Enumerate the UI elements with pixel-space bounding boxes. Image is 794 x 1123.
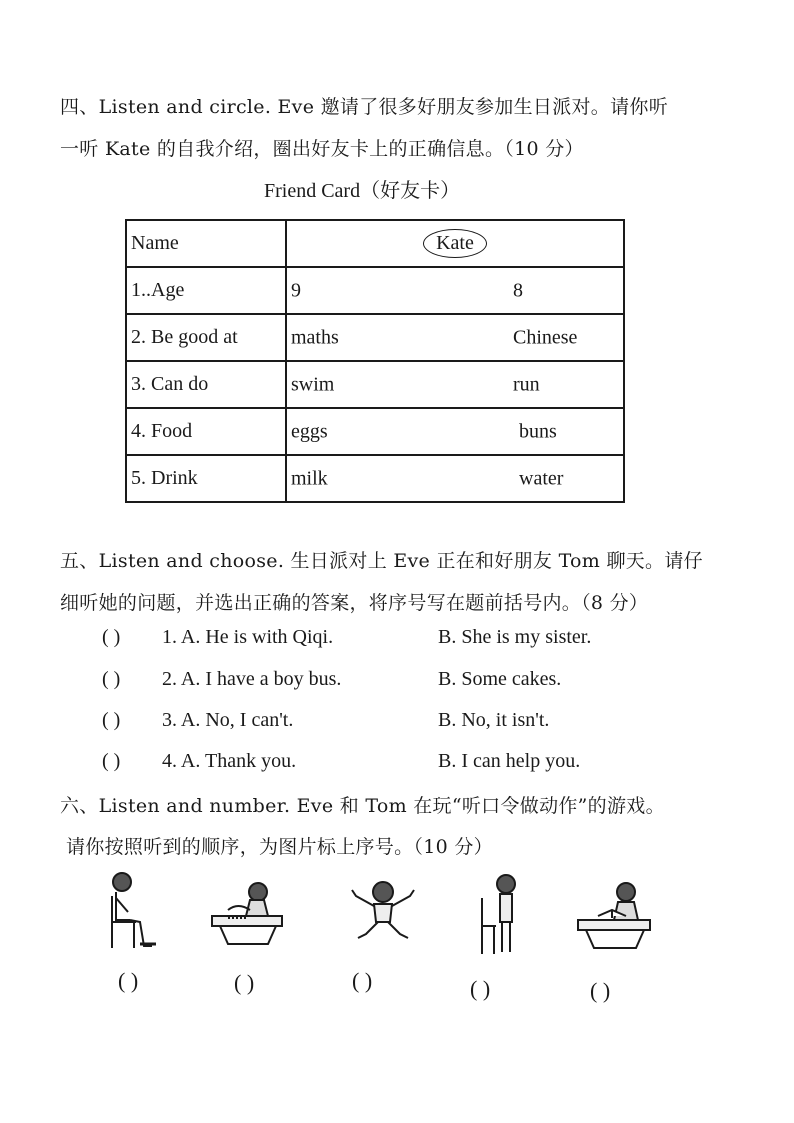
answer-paren[interactable]: ( ) <box>102 709 121 731</box>
section6-instruction-line2: 请你按照听到的顺序，为图片标上序号。（10 分） <box>66 836 493 858</box>
option-2[interactable]: 8 <box>513 279 523 301</box>
boy-at-desk-sleeping-icon <box>206 876 286 950</box>
row-label: 4. Food <box>126 408 286 455</box>
option-1[interactable]: swim <box>291 373 335 395</box>
picture-answer-paren[interactable]: ( ) <box>590 978 611 1003</box>
table-row <box>126 267 624 314</box>
picture-answer-paren[interactable]: ( ) <box>352 968 373 993</box>
row-label: 1..Age <box>126 267 286 314</box>
row-label: 5. Drink <box>126 455 286 502</box>
friend-card-title: Friend Card（好友卡） <box>264 180 461 202</box>
question-option-a: 2. A. I have a boy bus. <box>162 668 342 690</box>
option-1[interactable]: 9 <box>291 279 301 301</box>
question-option-b: B. She is my sister. <box>438 626 592 648</box>
friend-card-table <box>125 219 625 503</box>
option-2[interactable]: water <box>519 467 564 489</box>
answer-paren[interactable]: ( ) <box>102 668 121 690</box>
table-row <box>126 361 624 408</box>
section5-instruction-line2: 细听她的问题，并选出正确的答案，将序号写在题前括号内。（8 分） <box>60 592 649 614</box>
table-row <box>126 220 624 267</box>
section6-instruction-line1: 六、Listen and number. Eve 和 Tom 在玩“听口令做动作”的游戏。 <box>60 795 665 817</box>
answer-paren[interactable]: ( ) <box>102 750 121 772</box>
row-label: 2. Be good at <box>126 314 286 361</box>
option-1[interactable]: eggs <box>291 420 328 442</box>
section5-instruction-line1: 五、Listen and choose. 生日派对上 Eve 正在和好朋友 Tom 聊天。请仔 <box>60 550 703 572</box>
boy-standing-by-chair-icon <box>472 870 524 956</box>
table-row <box>126 314 624 361</box>
option-2[interactable]: run <box>513 373 540 395</box>
table-row <box>126 408 624 455</box>
picture-answer-paren[interactable]: ( ) <box>234 970 255 995</box>
name-value-circled: Kate <box>423 229 487 258</box>
answer-paren[interactable]: ( ) <box>102 626 121 648</box>
question-option-b: B. I can help you. <box>438 750 581 772</box>
option-1[interactable]: milk <box>291 467 328 489</box>
section4-instruction-line2: 一听 Kate 的自我介绍，圈出好友卡上的正确信息。（10 分） <box>60 138 584 160</box>
boy-jumping-icon <box>348 878 418 948</box>
question-option-a: 1. A. He is with Qiqi. <box>162 626 334 648</box>
question-option-a: 4. A. Thank you. <box>162 750 297 772</box>
table-row <box>126 455 624 502</box>
picture-answer-paren[interactable]: ( ) <box>470 976 491 1001</box>
question-option-b: B. Some cakes. <box>438 668 562 690</box>
question-option-b: B. No, it isn't. <box>438 709 550 731</box>
option-2[interactable]: Chinese <box>513 326 578 348</box>
name-label: Name <box>126 220 286 267</box>
boy-reading-at-desk-icon <box>574 878 654 954</box>
section4-instruction-line1: 四、Listen and circle. Eve 邀请了很多好朋友参加生日派对。请你听 <box>60 96 668 118</box>
option-2[interactable]: buns <box>519 420 557 442</box>
question-option-a: 3. A. No, I can't. <box>162 709 294 731</box>
option-1[interactable]: maths <box>291 326 339 348</box>
boy-sitting-chair-icon <box>100 868 164 952</box>
row-label: 3. Can do <box>126 361 286 408</box>
picture-answer-paren[interactable]: ( ) <box>118 968 139 993</box>
